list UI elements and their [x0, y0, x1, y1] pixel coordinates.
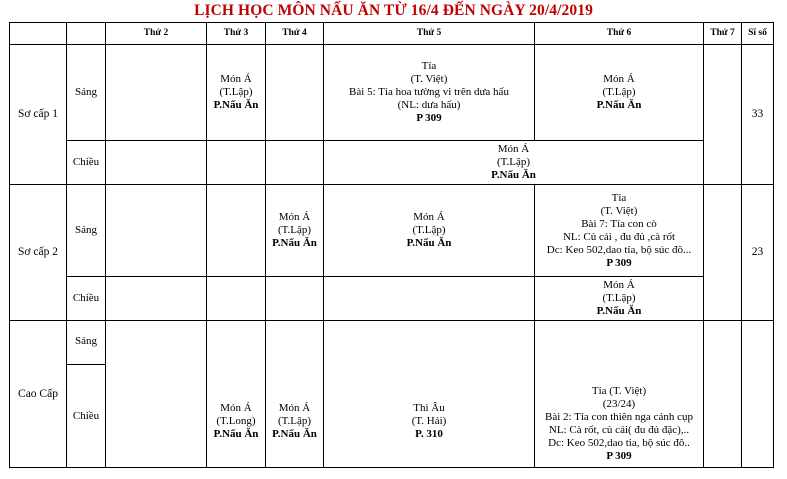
- subject-text: Món Á: [278, 402, 311, 414]
- schedule-cell: [266, 185, 324, 277]
- room-text: P.Nấu Ăn: [272, 428, 317, 440]
- class-name-so-cap-1: Sơ cấp 1: [10, 45, 67, 185]
- class-name-so-cap-2: Sơ cấp 2: [10, 185, 67, 321]
- cell-empty: [704, 321, 742, 468]
- teacher-text: (T. Việt): [410, 73, 448, 85]
- table-row: [10, 321, 774, 365]
- cell-empty: [106, 141, 207, 185]
- tools-text: Dc: Keo 502,dao tỉa, bộ súc đô...: [546, 243, 692, 256]
- table-row: [10, 185, 774, 277]
- session-chieu: Chiều: [67, 365, 106, 468]
- schedule-cell: [207, 321, 266, 468]
- subject-text: Món Á: [497, 143, 530, 155]
- material-text: (NL: dưa hấu): [397, 99, 461, 111]
- session-sang: Sáng: [67, 185, 106, 277]
- room-text: P.Nấu Ăn: [406, 237, 452, 249]
- schedule-cell: [324, 141, 704, 185]
- header-thu-2: Thứ 2: [106, 23, 207, 45]
- teacher-text: (T.Lập): [277, 415, 312, 427]
- room-text: P.Nấu Ăn: [213, 428, 259, 440]
- subject-text: Món Á: [413, 211, 445, 223]
- subject-text: Món Á: [220, 402, 252, 414]
- session-sang: Sáng: [67, 321, 106, 365]
- cell-empty: [207, 141, 266, 185]
- schedule-cell: [535, 45, 704, 141]
- schedule-cell: [324, 45, 535, 141]
- room-text: P.Nấu Ăn: [491, 169, 536, 181]
- cell-empty: [266, 141, 324, 185]
- cell-empty: [704, 185, 742, 321]
- schedule-cell: [324, 185, 535, 277]
- cell-empty: [207, 277, 266, 321]
- material-text: NL: Củ cải , đu đủ ,cà rốt: [562, 230, 676, 243]
- teacher-text: (T.Lập): [602, 292, 636, 304]
- cell-empty: [324, 277, 535, 321]
- schedule-cell: [535, 277, 704, 321]
- teacher-text: (T. Hải): [411, 415, 447, 427]
- lesson-text: Bài 2: Tỉa con thiên nga cánh cụp: [545, 411, 693, 423]
- subject-text: Món Á: [603, 279, 635, 291]
- si-so-value: 33: [742, 45, 774, 185]
- teacher-text: (T.Lập): [219, 86, 253, 98]
- subject-text: Món Á: [220, 73, 252, 85]
- header-blank: [67, 23, 106, 45]
- subject-text: Tỉa (T. Việt): [591, 385, 647, 397]
- lesson-text: Bài 7: Tỉa con cò: [581, 217, 657, 230]
- subject-text: Món Á: [278, 211, 311, 223]
- subject-text: Tỉa: [611, 191, 627, 204]
- cell-empty: [106, 321, 207, 468]
- lesson-text: Bài 5: Tỉa hoa tường vi trên dưa hấu: [349, 86, 509, 98]
- header-thu-7: Thứ 7: [704, 23, 742, 45]
- period-text: (23/24): [602, 398, 636, 410]
- material-text: NL: Cà rốt, củ cải( đu đủ đặc),..: [548, 424, 690, 436]
- schedule-cell: [266, 321, 324, 468]
- header-row: [10, 23, 774, 45]
- session-chieu: Chiều: [67, 277, 106, 321]
- schedule-cell: [207, 45, 266, 141]
- header-thu-3: Thứ 3: [207, 23, 266, 45]
- teacher-text: (T.Lập): [412, 224, 446, 236]
- header-si-so: Sĩ số: [742, 23, 774, 45]
- cell-empty: [266, 277, 324, 321]
- session-sang: Sáng: [67, 45, 106, 141]
- room-text: P.Nấu Ăn: [213, 99, 259, 111]
- table-row: [10, 45, 774, 141]
- header-blank: [10, 23, 67, 45]
- subject-text: Món Á: [603, 73, 635, 85]
- room-text: P.Nấu Ăn: [596, 305, 642, 317]
- teacher-text: (T. Việt): [600, 204, 638, 217]
- table-row: [10, 141, 774, 185]
- room-text: P 309: [606, 256, 632, 269]
- header-thu-4: Thứ 4: [266, 23, 324, 45]
- cell-empty: [207, 185, 266, 277]
- room-text: P.Nấu Ăn: [596, 99, 642, 111]
- room-text: P 309: [606, 450, 632, 462]
- page-title: LỊCH HỌC MÔN NẤU ĂN TỪ 16/4 ĐẾN NGÀY 20/4/2019: [194, 2, 593, 19]
- schedule-cell: [535, 185, 704, 277]
- si-so-value: [742, 321, 774, 468]
- tools-text: Dc: Keo 502,dao tỉa, bộ súc đô..: [548, 437, 690, 449]
- session-chieu: Chiều: [67, 141, 106, 185]
- room-text: P 309: [416, 112, 442, 124]
- si-so-value: 23: [742, 185, 774, 321]
- cell-empty: [266, 45, 324, 141]
- header-thu-6: Thứ 6: [535, 23, 704, 45]
- cell-empty: [106, 185, 207, 277]
- class-name-cao-cap: Cao Cấp: [10, 321, 67, 468]
- room-text: P. 310: [415, 428, 443, 440]
- cell-empty: [106, 277, 207, 321]
- header-thu-5: Thứ 5: [324, 23, 535, 45]
- cell-empty: [106, 45, 207, 141]
- cell-empty: [704, 45, 742, 185]
- teacher-text: (T.Lập): [496, 156, 531, 168]
- table-row: [10, 277, 774, 321]
- room-text: P.Nấu Ăn: [272, 237, 317, 249]
- subject-text: Tỉa: [421, 60, 437, 72]
- schedule-cell: [535, 321, 704, 468]
- teacher-text: (T.Long): [216, 415, 256, 427]
- teacher-text: (T.Lập): [277, 224, 312, 236]
- schedule-cell: [324, 321, 535, 468]
- schedule-table: [9, 22, 774, 468]
- subject-text: Thi Âu: [413, 402, 445, 414]
- teacher-text: (T.Lập): [602, 86, 636, 98]
